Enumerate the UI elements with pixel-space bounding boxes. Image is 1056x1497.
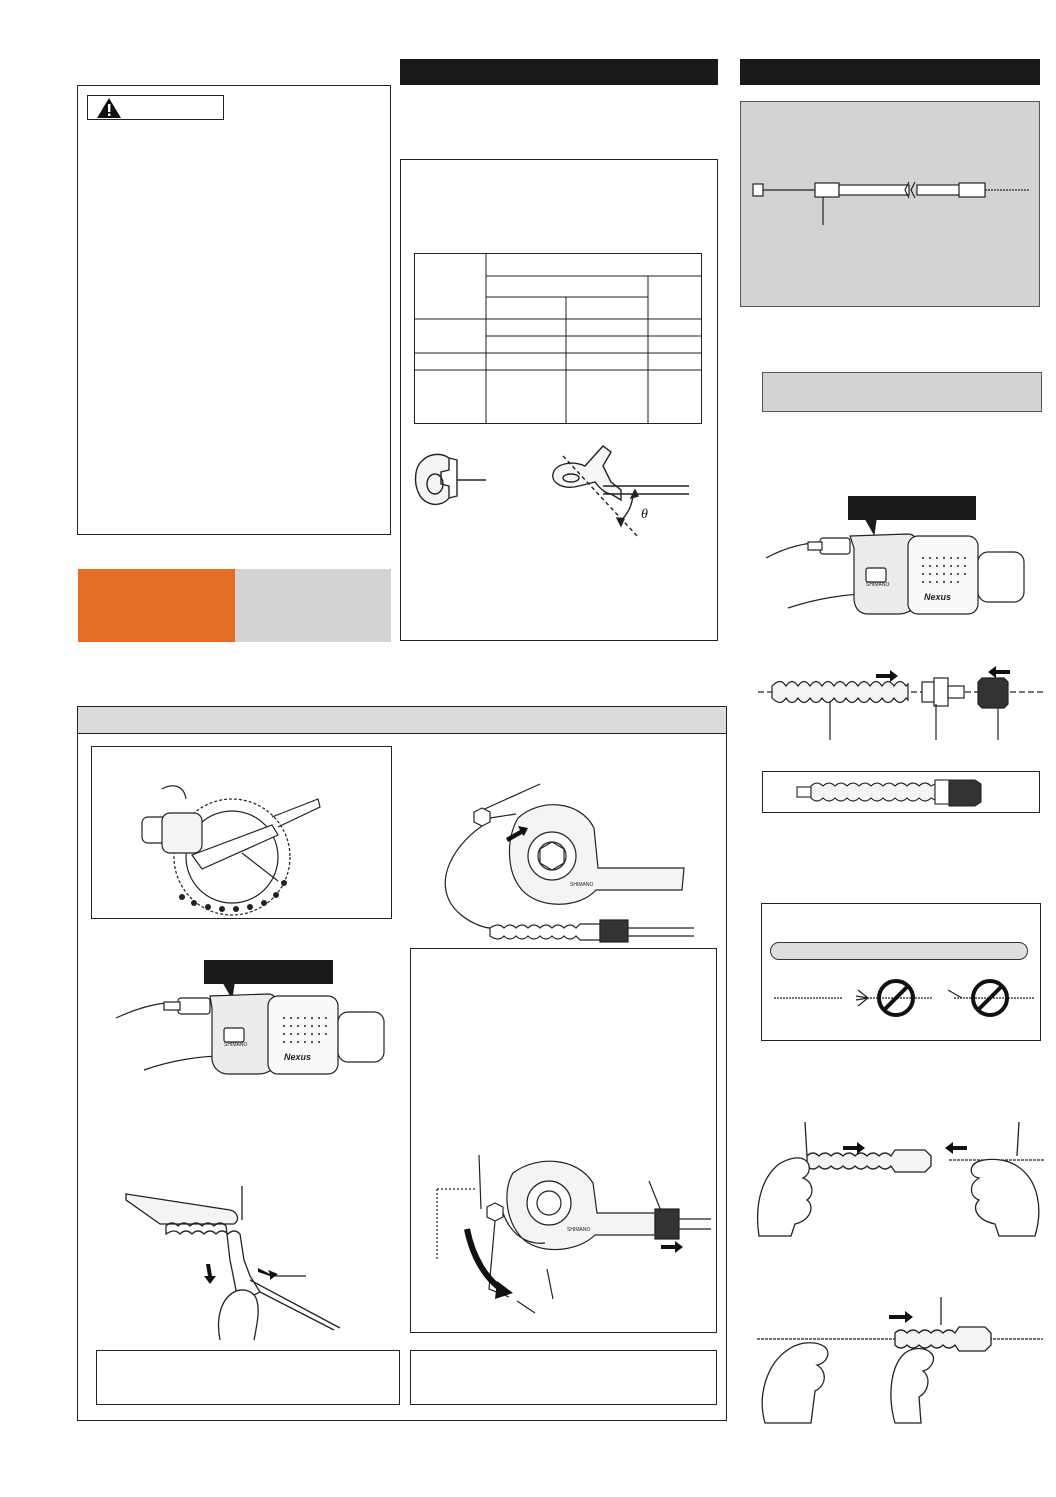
cut-rounded-label [770, 942, 1028, 960]
shifter-brand-text-left: SHIMANO [224, 1042, 248, 1048]
assembled-casing-illustration [763, 772, 1039, 812]
cassette-joint-illustration [411, 438, 506, 518]
cable-cut-box [761, 903, 1041, 1041]
cable-end-comparison [772, 976, 1034, 1030]
section-bar-middle [400, 59, 718, 85]
shifter-callout-right [848, 496, 976, 520]
spec-table [414, 253, 704, 425]
caution-box [77, 85, 391, 535]
hands-push-illustration [755, 1295, 1045, 1425]
cable-bolt-illustration [430, 778, 700, 948]
angle-illustration [541, 438, 691, 548]
section-bar-right [740, 59, 1040, 85]
shifter-callout-left [204, 960, 333, 984]
caution-label-frame [87, 95, 224, 120]
cable-routing-illustration [417, 1149, 713, 1329]
note-gray-box [762, 372, 1042, 412]
remove-casing-illustration [120, 1180, 360, 1340]
note-box-left [96, 1350, 400, 1405]
hub-brand-text-top: SHIMANO [570, 882, 594, 888]
hub-brand-text-bottom: SHIMANO [567, 1227, 591, 1233]
casing-parts-illustration [758, 664, 1048, 742]
shifter-brand-text-right: SHIMANO [866, 582, 890, 588]
note-box-right [410, 1350, 717, 1405]
hands-insert-illustration [755, 1120, 1045, 1240]
shifter-illustration-left [112, 982, 387, 1082]
cable-info-panel [740, 101, 1040, 307]
inner-cable-illustration [751, 180, 1031, 230]
assembled-casing-frame [762, 771, 1040, 813]
hub-spanner-illustration [122, 777, 322, 917]
highlight-panel-gray [235, 569, 391, 642]
cable-routing-box [410, 948, 717, 1333]
shifter-model-text-right: Nexus [924, 592, 952, 602]
shifter-illustration-right [758, 518, 1038, 628]
installation-section-header [78, 707, 726, 734]
angle-theta-label: θ [641, 507, 648, 522]
shifter-model-text-left: Nexus [284, 1052, 312, 1062]
hub-spanner-box [91, 746, 392, 919]
spec-box [400, 159, 718, 641]
warning-triangle-icon [96, 97, 122, 119]
highlight-panel-orange [78, 569, 235, 642]
